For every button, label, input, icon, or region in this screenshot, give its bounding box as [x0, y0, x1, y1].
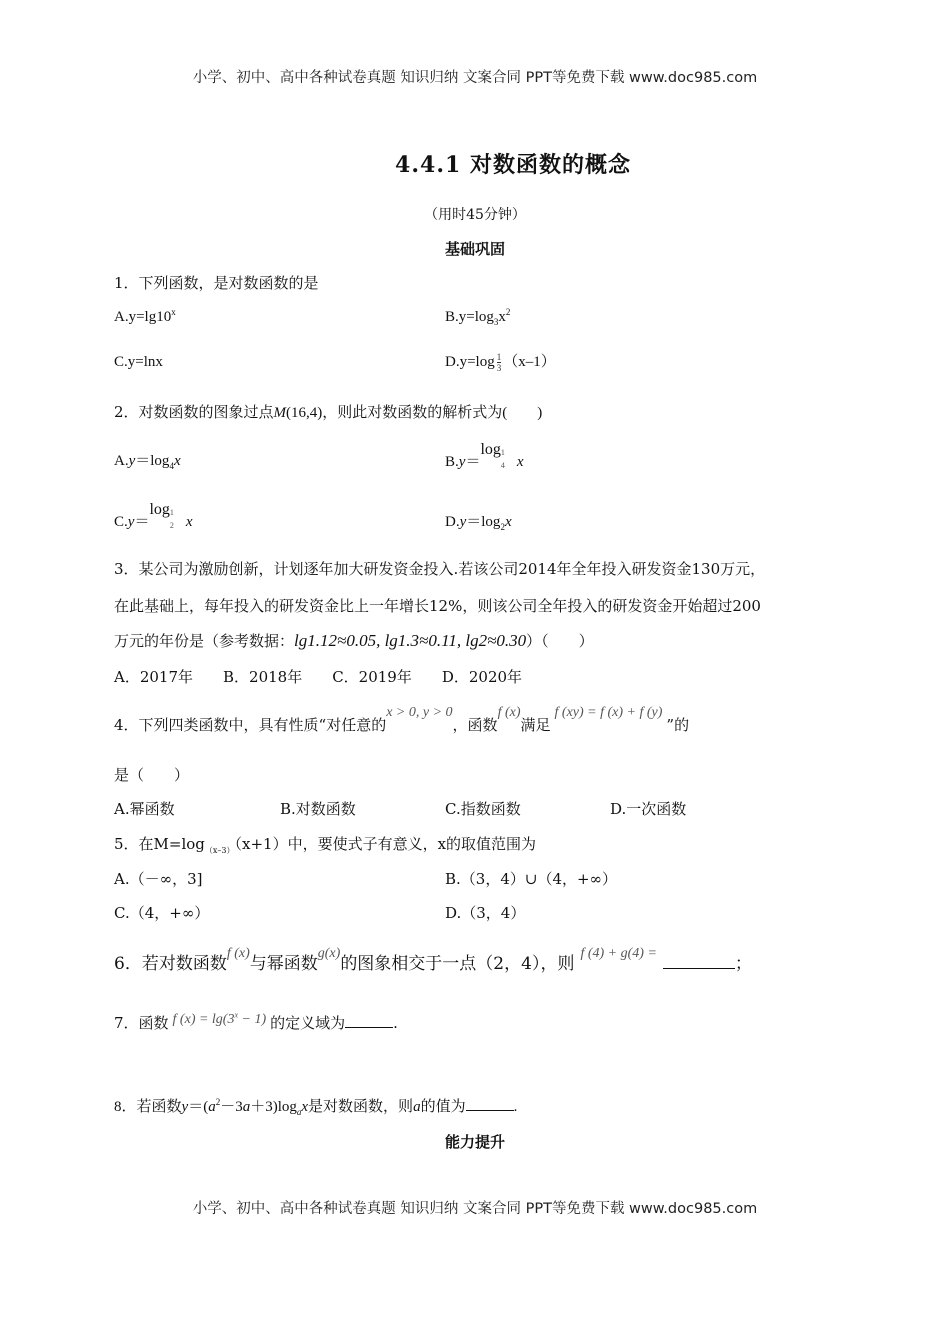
q4-option-b: B.对数函数: [280, 800, 356, 818]
q3-options: A．2017年 B．2018年 C．2019年 D．2020年: [114, 668, 523, 686]
q4-option-d: D.一次函数: [610, 800, 687, 818]
q2-option-c: C.y＝log 1 2 x: [114, 501, 193, 530]
q1-option-a: $A.y=\lg 10^x$: [114, 307, 176, 325]
q2-option-d: $D.y=\log_2x$: [445, 514, 512, 532]
header-banner: 小学、初中、高中各种试卷真题 知识归纳 文案合同 PPT等免费下载 www.doc985.com: [192, 70, 758, 86]
q3-line3: 万元的年份是（参考数据：lg1.12≈0.05, lg1.3≈0.11, lg2≈0.30）（ ）: [114, 631, 594, 650]
q1-stem: 1．下列函数，是对数函数的是: [114, 274, 319, 292]
q5-stem: 5．在$M=\log_{(x-3)}(x+1)$中，要使式子有意义，x的取值范围为: [114, 835, 537, 855]
q5-option-c: C.（4，+∞）: [114, 904, 210, 922]
q6-answer-blank[interactable]: [663, 968, 735, 969]
page-title: 4.4.1 对数函数的概念: [395, 152, 631, 178]
q5-option-d: D.（3，4）: [445, 904, 526, 922]
q1-option-c: C.y=lnx: [114, 354, 163, 370]
q8-stem: 8．若函数$y=(a^2-3a+3)\log_ax$是对数函数，则a的值为 .: [114, 1097, 518, 1117]
q2-option-a: $A.y=\log_4x$: [114, 453, 181, 471]
q7-answer-blank[interactable]: [345, 1027, 393, 1028]
q4-option-a: A.幂函数: [114, 800, 175, 818]
q5-option-a: A.（－∞，3]: [114, 870, 203, 888]
q4-line2: 是（ ）: [114, 766, 190, 784]
q7-stem: 7．函数 f $(x) = \lg(3^x - 1)$ 的定义域为 .: [114, 1010, 398, 1032]
section-advanced: 能力提升: [444, 1133, 505, 1151]
q5-option-b: B.（3，4）∪（4，+∞）: [445, 870, 618, 888]
q1-option-d: $D.y=\log \frac{1}{3}$ （x–1）: [445, 352, 556, 374]
q3-line2: 在此基础上，每年投入的研发资金比上一年增长12%，则该公司全年投入的研发资金开始超过200: [114, 597, 761, 615]
q3-line1: 3．某公司为激励创新，计划逐年加大研发资金投入.若该公司2014年全年投入研发资金130万元，: [114, 560, 766, 578]
q8-answer-blank[interactable]: [466, 1110, 514, 1111]
q4-stem: 4．下列四类函数中，具有性质“对任意的x > 0, y > 0，函数f (x)满足f (xy) = f (x) + f (y)”的: [114, 705, 690, 734]
footer-banner: 小学、初中、高中各种试卷真题 知识归纳 文案合同 PPT等免费下载 www.doc985.com: [192, 1201, 758, 1217]
section-basic: 基础巩固: [444, 240, 505, 258]
q2-option-b: B.y＝log 1 4 x: [445, 441, 524, 470]
q1-option-b: $B.y=\log_3x^2$: [445, 307, 511, 327]
q2-stem: 2．对数函数的图象过点M(16,4)，则此对数函数的解析式为( ): [114, 403, 543, 421]
q6-stem: 6．若对数函数$^{f (x)}$与幂函数$^{g(x)}$的图象相交于一点（2，4），则$^{f (4) + g(4) =}$；: [114, 946, 752, 974]
q4-option-c: C.指数函数: [445, 800, 521, 818]
time-note: （用时45分钟）: [424, 207, 526, 223]
